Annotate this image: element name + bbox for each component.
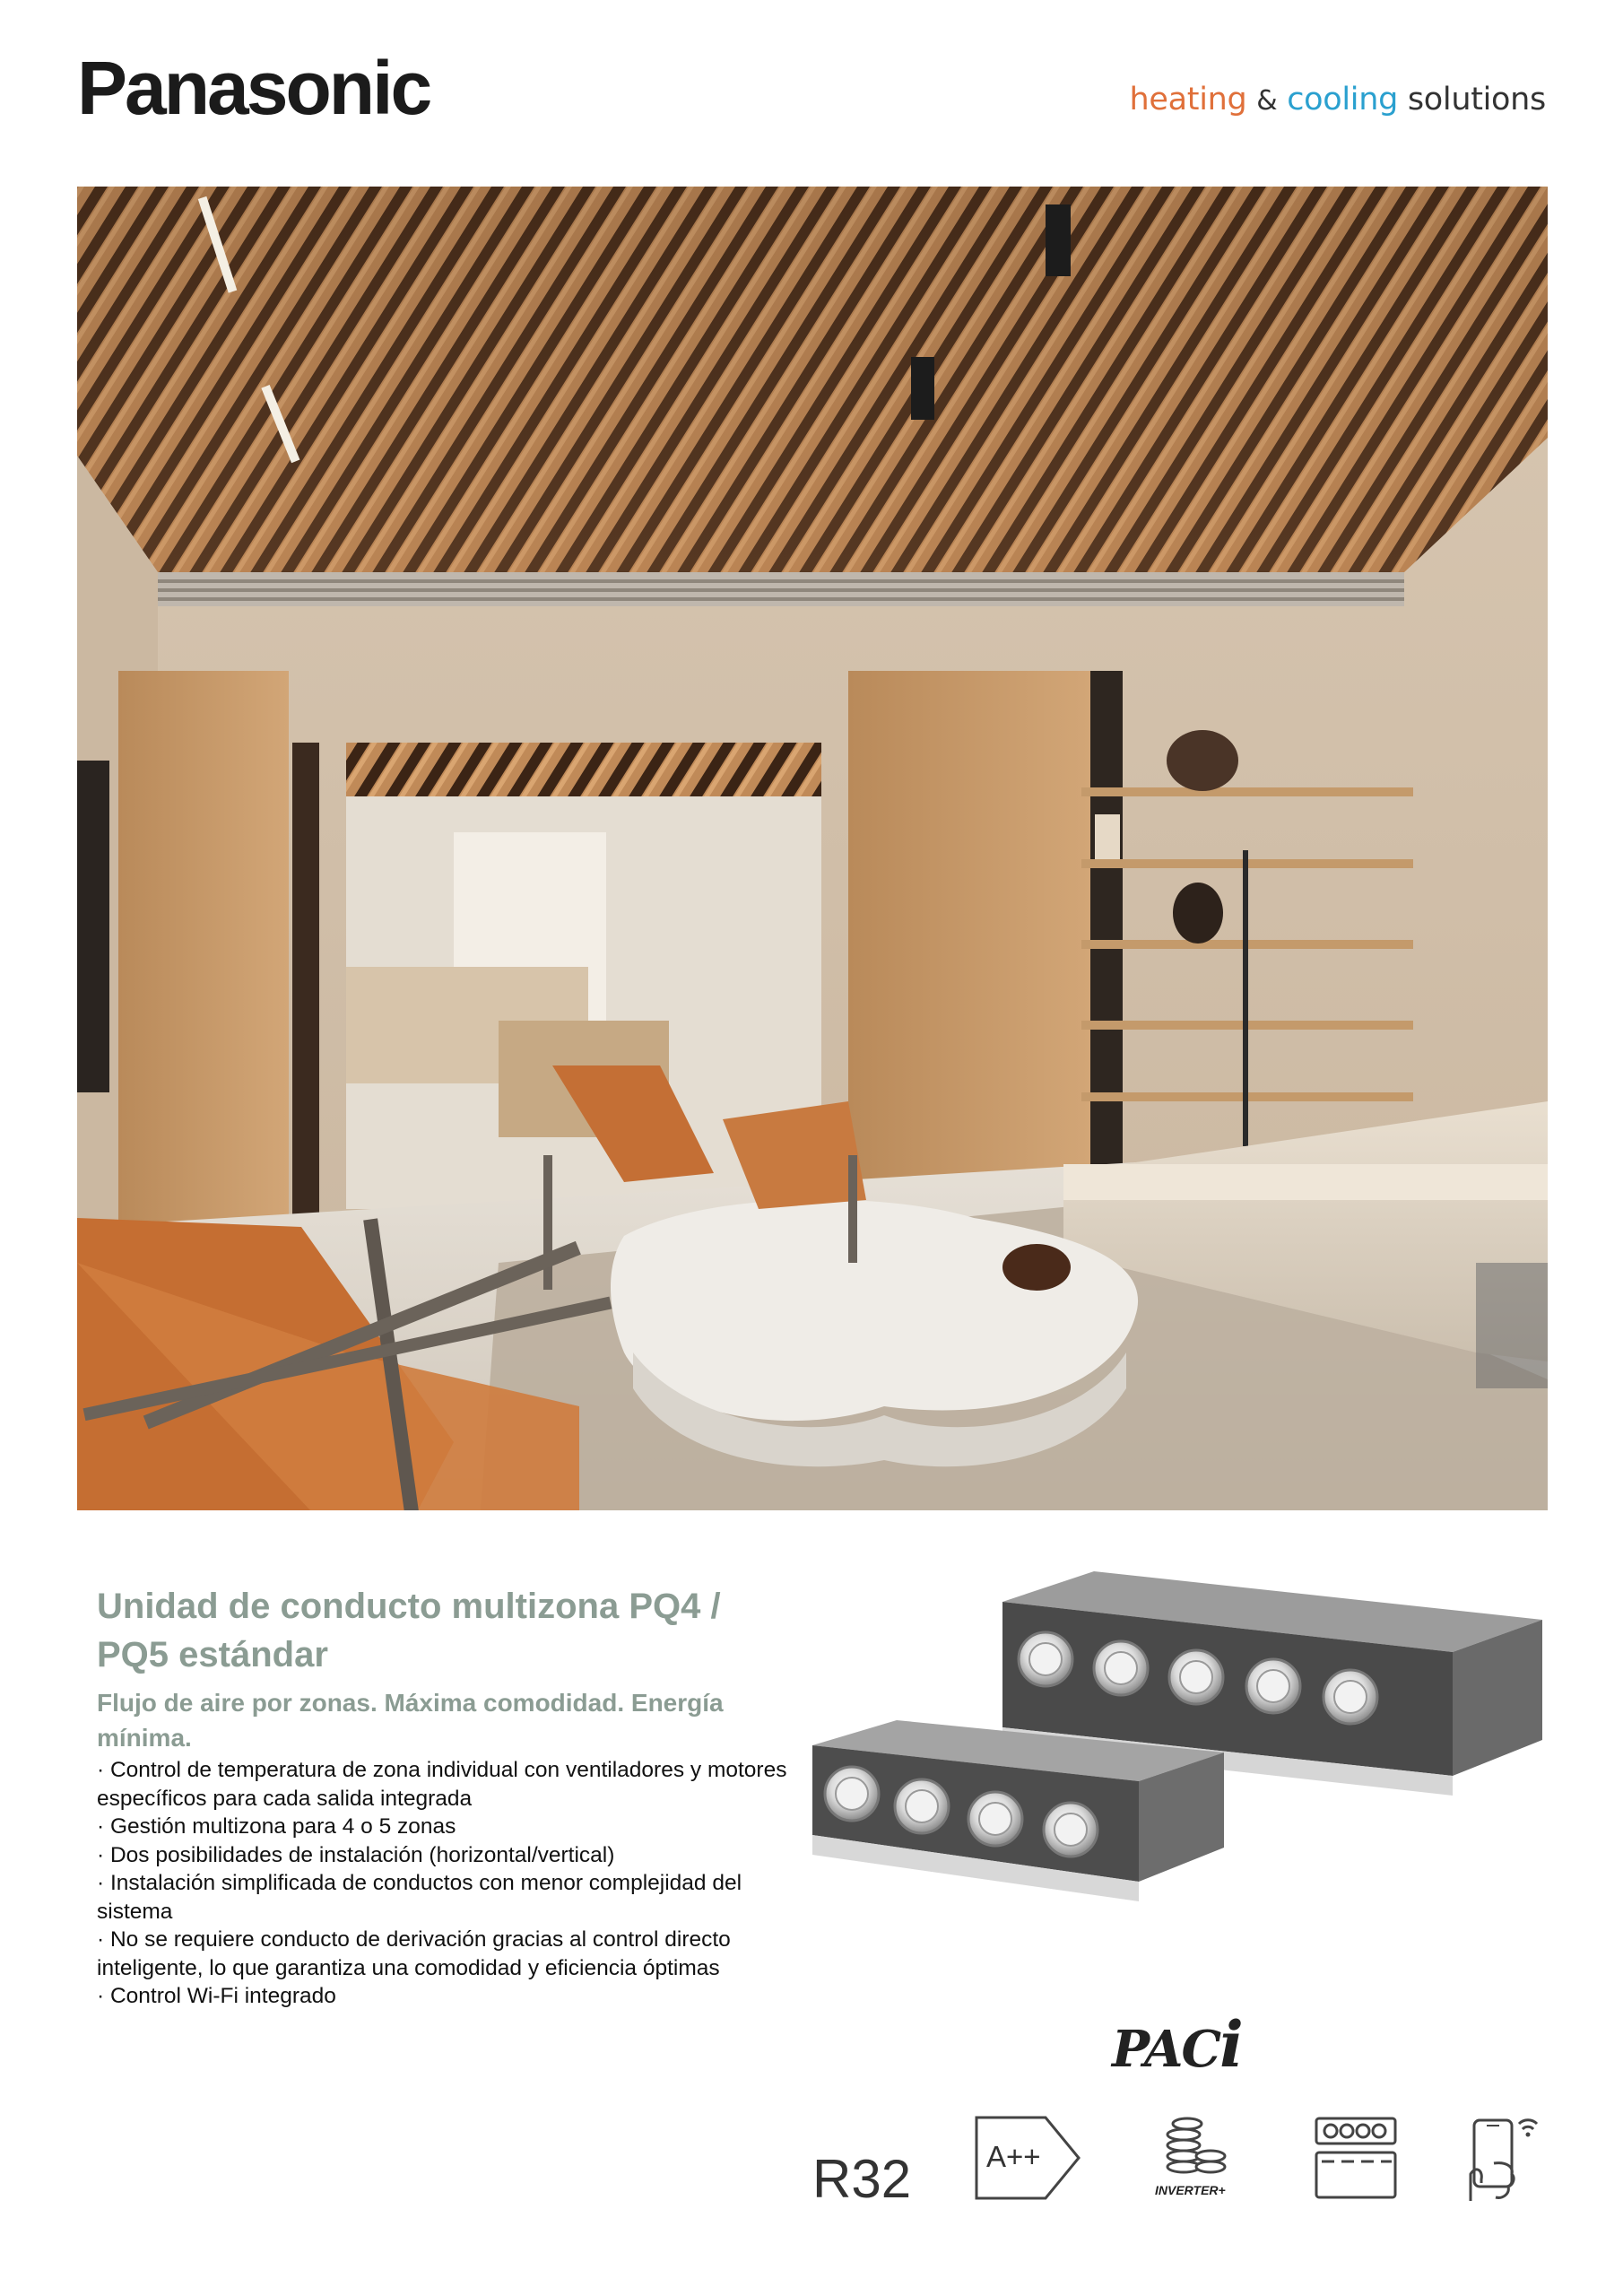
- duct-port: [1019, 1632, 1072, 1686]
- energy-class-label: A++: [986, 2140, 1041, 2173]
- duct-port: [1324, 1670, 1377, 1724]
- duct-port: [1246, 1659, 1300, 1713]
- duct-port: [1169, 1650, 1223, 1704]
- feature-item: · Control de temperatura de zona individual con ventiladores y motores específicos para cada salida integrada: [97, 1758, 787, 1811]
- heating-cooling-tagline: [1130, 84, 1546, 116]
- tagline-solutions: solutions: [1407, 82, 1546, 117]
- duct-units-image: [807, 1561, 1551, 1919]
- feature-item: · Gestión multizona para 4 o 5 zonas: [97, 1814, 456, 1839]
- duct-port: [825, 1767, 879, 1821]
- feature-list: [97, 1756, 787, 2011]
- tagline-cooling: cooling: [1287, 82, 1399, 117]
- inverter-coins-icon: [1151, 2111, 1245, 2205]
- duct-port: [895, 1779, 949, 1833]
- multizone-unit-icon: [1313, 2115, 1399, 2201]
- inverter-label: INVERTER+: [1155, 2183, 1226, 2197]
- tagline-amp: &: [1256, 85, 1278, 117]
- feature-item: · Control Wi-Fi integrado: [97, 1984, 336, 2008]
- refrigerant-label: R32: [812, 2149, 912, 2209]
- feature-item: · No se requiere conducto de derivación gracias al control directo inteligente, lo que garantiza una comodidad y eficiencia óptimas: [97, 1927, 731, 1980]
- product-title: Unidad de conducto multizona PQ4 / PQ5 estándar: [97, 1587, 721, 1674]
- feature-item: · Dos posibilidades de instalación (horizontal/vertical): [97, 1842, 615, 1867]
- smartphone-wifi-icon: [1467, 2111, 1542, 2205]
- tagline-heating: heating: [1129, 82, 1247, 117]
- duct-port: [1044, 1803, 1098, 1857]
- paci-logo-i: i: [1219, 2007, 1242, 2082]
- duct-port: [1094, 1641, 1148, 1695]
- panasonic-logo: Panasonic: [77, 46, 430, 130]
- paci-logo: [1112, 2007, 1242, 2082]
- feature-item: · Instalación simplificada de conductos con menor complejidad del sistema: [97, 1871, 742, 1924]
- duct-port: [968, 1792, 1022, 1846]
- paci-logo-text: PAC: [1112, 2020, 1220, 2079]
- living-room-photo: [77, 187, 1548, 1510]
- product-subtitle: Flujo de aire por zonas. Máxima comodidad. Energía mínima.: [97, 1689, 724, 1752]
- energy-class-icon: [974, 2115, 1081, 2201]
